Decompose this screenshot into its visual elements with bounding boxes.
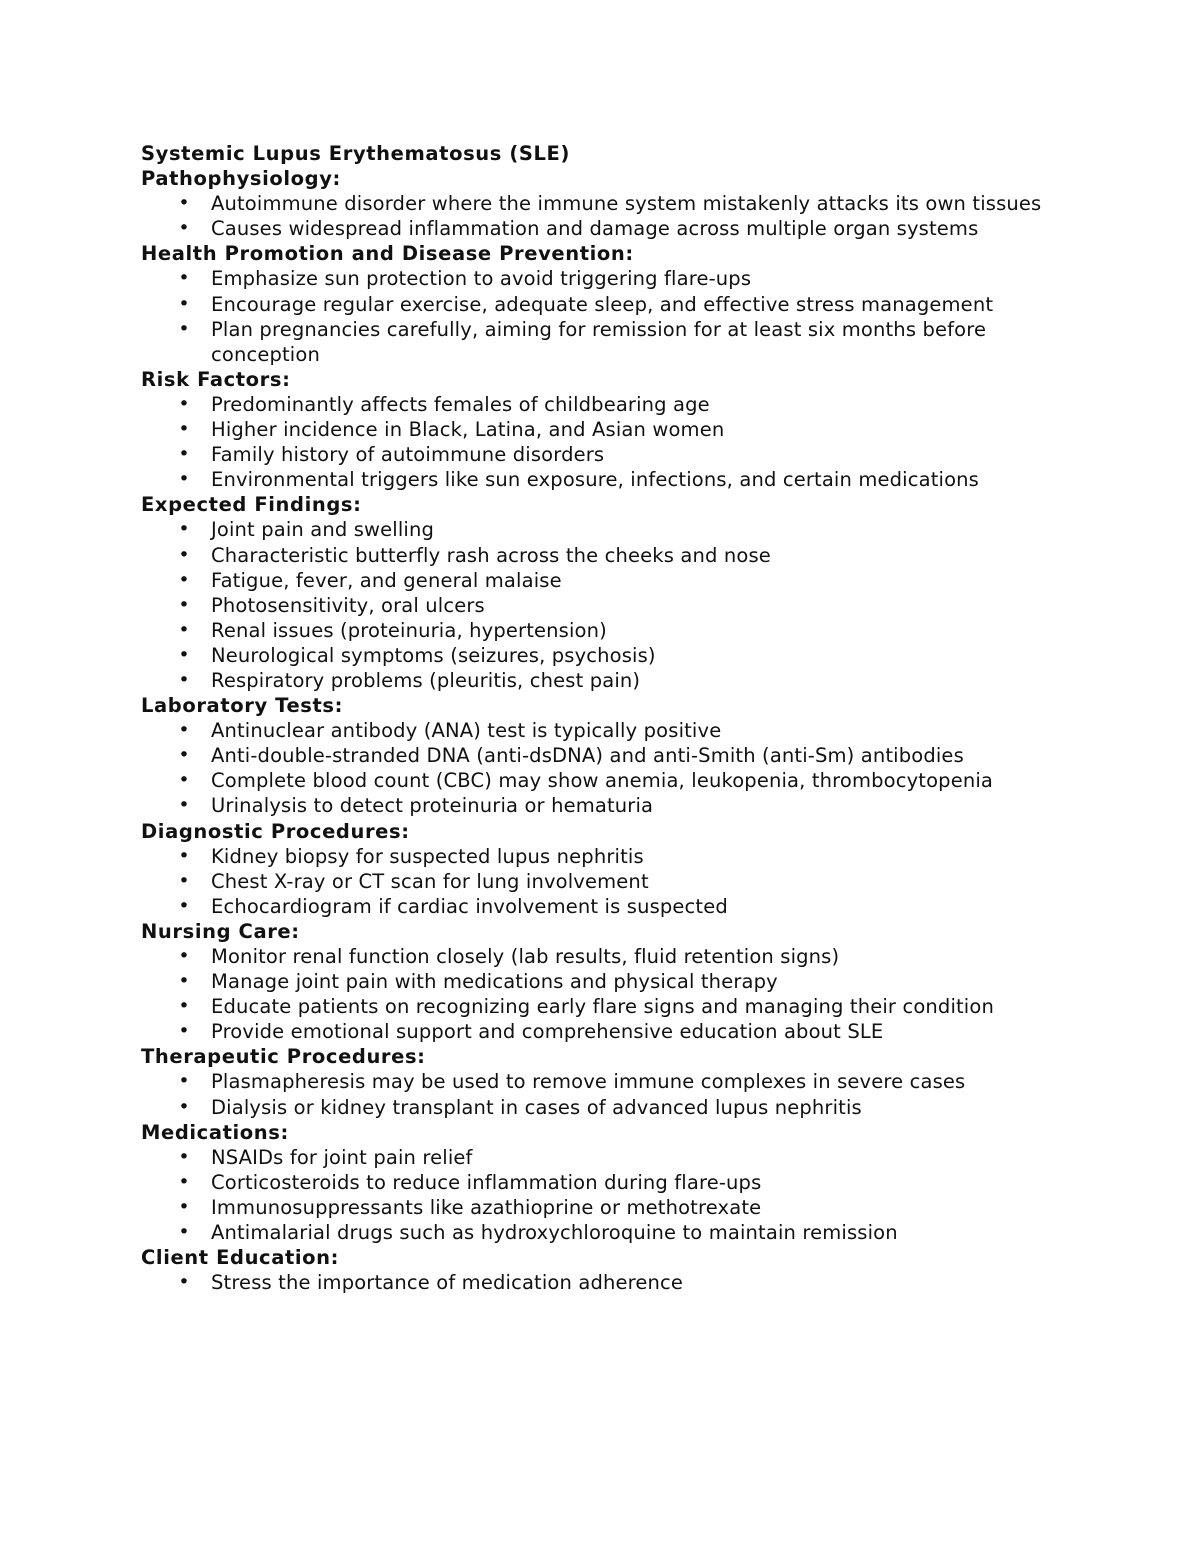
list-item-text: Immunosuppressants like azathioprine or methotrexate: [211, 1195, 762, 1219]
list-item: [141, 718, 1066, 743]
list-item: [141, 994, 1066, 1019]
bullet-icon: •: [178, 543, 190, 566]
section: [141, 1245, 1066, 1295]
list-item-text: Stress the importance of medication adherence: [211, 1271, 684, 1295]
list-item: [141, 1019, 1066, 1044]
bullet-icon: •: [178, 1221, 190, 1244]
list-item: [141, 216, 1066, 241]
section: [141, 819, 1066, 919]
bullet-icon: •: [178, 418, 190, 441]
list-item-text: Dialysis or kidney transplant in cases of advanced lupus nephritis: [211, 1095, 862, 1119]
list-item: [141, 568, 1066, 593]
list-item-text: Photosensitivity, oral ulcers: [211, 593, 485, 617]
list-item: [141, 894, 1066, 919]
document-body: [141, 166, 1066, 1295]
list-item: [141, 1145, 1066, 1170]
bullet-icon: •: [178, 1170, 190, 1193]
bullet-icon: •: [178, 518, 190, 541]
list-item: [141, 793, 1066, 818]
bullet-list: [141, 266, 1066, 366]
list-item-text: Respiratory problems (pleuritis, chest pain): [211, 668, 641, 692]
bullet-list: [141, 1270, 1066, 1295]
list-item-text: Environmental triggers like sun exposure, infections, and certain medications: [211, 468, 979, 492]
section: [141, 367, 1066, 492]
bullet-icon: •: [178, 1095, 190, 1118]
list-item: [141, 1270, 1066, 1295]
list-item-text: Plan pregnancies carefully, aiming for remission for at least six months before conception: [211, 317, 987, 366]
list-item: [141, 266, 1066, 291]
bullet-icon: •: [178, 568, 190, 591]
section: [141, 492, 1066, 693]
bullet-icon: •: [178, 443, 190, 466]
list-item: [141, 1095, 1066, 1120]
bullet-icon: •: [178, 217, 190, 240]
bullet-icon: •: [178, 267, 190, 290]
bullet-list: [141, 944, 1066, 1044]
section-heading: Nursing Care:: [141, 919, 300, 943]
list-item: [141, 593, 1066, 618]
section-heading: Expected Findings:: [141, 493, 362, 517]
list-item-text: Causes widespread inflammation and damage across multiple organ systems: [211, 217, 979, 241]
section-heading: Risk Factors:: [141, 367, 291, 391]
bullet-list: [141, 1145, 1066, 1245]
list-item: [141, 944, 1066, 969]
section-heading: Therapeutic Procedures:: [141, 1045, 426, 1069]
bullet-icon: •: [178, 869, 190, 892]
bullet-icon: •: [178, 1070, 190, 1093]
section-heading: Health Promotion and Disease Prevention:: [141, 242, 634, 266]
list-item-text: Kidney biopsy for suspected lupus nephritis: [211, 844, 644, 868]
list-item: [141, 844, 1066, 869]
list-item-text: Neurological symptoms (seizures, psychosis): [211, 643, 656, 667]
bullet-icon: •: [178, 769, 190, 792]
list-item-text: Corticosteroids to reduce inflammation during flare-ups: [211, 1170, 762, 1194]
bullet-icon: •: [178, 668, 190, 691]
bullet-list: [141, 392, 1066, 492]
list-item: [141, 417, 1066, 442]
list-item: [141, 191, 1066, 216]
bullet-icon: •: [178, 593, 190, 616]
bullet-icon: •: [178, 392, 190, 415]
list-item-text: Joint pain and swelling: [211, 518, 435, 542]
bullet-icon: •: [178, 719, 190, 742]
bullet-icon: •: [178, 844, 190, 867]
bullet-icon: •: [178, 192, 190, 215]
list-item-text: Complete blood count (CBC) may show anemia, leukopenia, thrombocytopenia: [211, 769, 994, 793]
section: [141, 166, 1066, 241]
section: [141, 919, 1066, 1044]
bullet-icon: •: [178, 1020, 190, 1043]
section-heading: Client Education:: [141, 1246, 340, 1270]
list-item-text: Antimalarial drugs such as hydroxychloroquine to maintain remission: [211, 1221, 898, 1245]
section-heading: Diagnostic Procedures:: [141, 819, 410, 843]
bullet-icon: •: [178, 970, 190, 993]
list-item: [141, 869, 1066, 894]
list-item: [141, 743, 1066, 768]
bullet-icon: •: [178, 1195, 190, 1218]
bullet-icon: •: [178, 317, 190, 340]
list-item-text: Autoimmune disorder where the immune system mistakenly attacks its own tissues: [211, 192, 1042, 216]
section: [141, 1120, 1066, 1245]
bullet-list: [141, 1069, 1066, 1119]
list-item-text: Monitor renal function closely (lab results, fluid retention signs): [211, 945, 840, 968]
list-item: [141, 969, 1066, 994]
bullet-icon: •: [178, 744, 190, 767]
list-item-text: Chest X-ray or CT scan for lung involvement: [211, 869, 649, 893]
list-item: [141, 392, 1066, 417]
list-item: [141, 1220, 1066, 1245]
bullet-icon: •: [178, 643, 190, 666]
list-item: [141, 1069, 1066, 1094]
list-item-text: Predominantly affects females of childbearing age: [211, 392, 710, 416]
list-item: [141, 768, 1066, 793]
list-item-text: Encourage regular exercise, adequate sleep, and effective stress management: [211, 292, 994, 316]
list-item-text: Manage joint pain with medications and physical therapy: [211, 970, 778, 994]
bullet-icon: •: [178, 468, 190, 491]
bullet-icon: •: [178, 1145, 190, 1168]
list-item-text: Anti-double-stranded DNA (anti-dsDNA) and anti-Smith (anti-Sm) antibodies: [211, 744, 964, 768]
list-item: [141, 618, 1066, 643]
bullet-icon: •: [178, 292, 190, 315]
bullet-list: [141, 191, 1066, 241]
document-page: [141, 141, 1066, 1295]
list-item-text: Fatigue, fever, and general malaise: [211, 568, 562, 592]
document-title: Systemic Lupus Erythematosus (SLE): [141, 142, 570, 165]
section: [141, 241, 1066, 366]
list-item: [141, 1195, 1066, 1220]
bullet-list: [141, 718, 1066, 818]
section: [141, 1044, 1066, 1119]
list-item-text: NSAIDs for joint pain relief: [211, 1145, 473, 1169]
list-item-text: Characteristic butterfly rash across the cheeks and nose: [211, 543, 771, 567]
section-heading: Medications:: [141, 1120, 289, 1144]
list-item-text: Renal issues (proteinuria, hypertension): [211, 618, 607, 642]
list-item: [141, 292, 1066, 317]
list-item-text: Higher incidence in Black, Latina, and Asian women: [211, 418, 725, 442]
bullet-icon: •: [178, 894, 190, 917]
list-item: [141, 517, 1066, 542]
list-item: [141, 467, 1066, 492]
list-item: [141, 1170, 1066, 1195]
list-item-text: Urinalysis to detect proteinuria or hematuria: [211, 794, 654, 818]
list-item-text: Echocardiogram if cardiac involvement is suspected: [211, 894, 728, 918]
list-item: [141, 317, 1066, 367]
bullet-list: [141, 517, 1066, 693]
list-item-text: Plasmapheresis may be used to remove immune complexes in severe cases: [211, 1070, 966, 1094]
list-item-text: Family history of autoimmune disorders: [211, 443, 605, 467]
list-item-text: Emphasize sun protection to avoid triggering flare-ups: [211, 267, 752, 291]
bullet-icon: •: [178, 618, 190, 641]
bullet-list: [141, 844, 1066, 919]
section: [141, 693, 1066, 818]
section-heading: Laboratory Tests:: [141, 694, 344, 718]
list-item: [141, 442, 1066, 467]
list-item-text: Educate patients on recognizing early flare signs and managing their condition: [211, 995, 994, 1019]
section-heading: Pathophysiology:: [141, 167, 341, 191]
list-item-text: Antinuclear antibody (ANA) test is typically positive: [211, 719, 722, 743]
bullet-icon: •: [178, 945, 190, 967]
list-item: [141, 543, 1066, 568]
bullet-icon: •: [178, 1271, 190, 1294]
bullet-icon: •: [178, 794, 190, 817]
list-item-text: Provide emotional support and comprehensive education about SLE: [211, 1020, 884, 1044]
list-item: [141, 668, 1066, 693]
bullet-icon: •: [178, 995, 190, 1018]
list-item: [141, 643, 1066, 668]
